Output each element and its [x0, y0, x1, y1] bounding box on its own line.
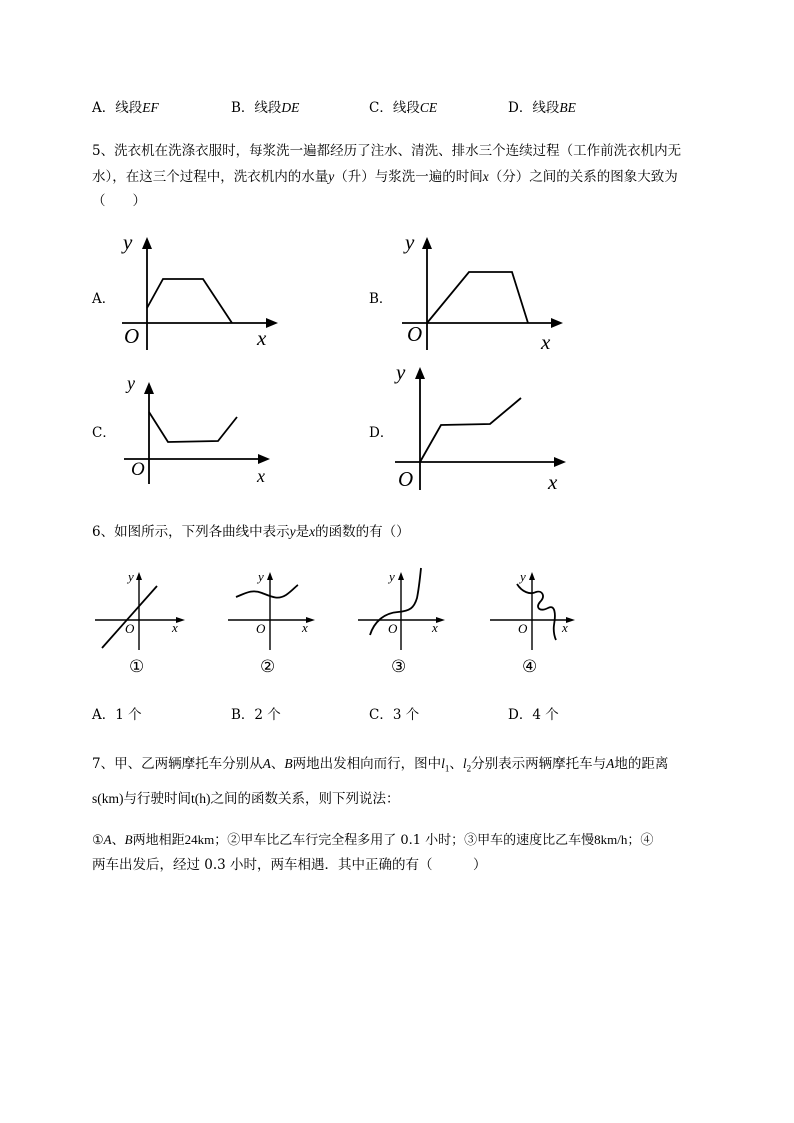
origin-label: O [131, 459, 145, 480]
q7-stem-line1: 7、甲、乙两辆摩托车分别从A、B两地出发相向而行，图中$l_1$、$l_2$分别表示两辆摩托车与A地的距离 [92, 756, 669, 774]
q5-option-c-label[interactable]: C． [92, 425, 116, 441]
q6-option-a[interactable]: A．1 个 [92, 707, 142, 723]
axis-x-label: x [548, 470, 558, 494]
q6-caption-4: ④ [522, 657, 538, 677]
q6-caption-1: ① [129, 657, 145, 677]
axis-x-label: x [432, 620, 438, 635]
q6-option-d[interactable]: D．4 个 [508, 707, 559, 723]
q6-stem: 6、如图所示，下列各曲线中表示y是x的函数的有（） [92, 524, 410, 540]
q6-option-c[interactable]: C．3 个 [369, 707, 420, 723]
axis-y-label: y [127, 373, 135, 393]
origin-label: O [518, 621, 528, 636]
q4-option-c[interactable]: C．线段CE [369, 100, 438, 116]
axis-y-label: y [389, 569, 395, 584]
axis-x-label: x [541, 330, 551, 354]
axis-y-label: y [405, 230, 415, 254]
origin-label: O [388, 621, 398, 636]
axis-x-label: x [172, 620, 178, 635]
q4-option-a[interactable]: A．线段EF [92, 100, 159, 116]
q6-caption-3: ③ [391, 657, 407, 677]
q5-stem-line2: 水），在这三个过程中，洗衣机内的水量y（升）与浆洗一遍的时间x（分）之间的关系的图象大致为 [92, 169, 678, 185]
axis-y-label: y [258, 569, 264, 584]
q5-option-b-label[interactable]: B． [369, 291, 393, 307]
axis-y-label: y [396, 360, 406, 384]
q5-option-d-label[interactable]: D． [369, 425, 394, 441]
origin-label: O [125, 621, 135, 636]
q7-stem-line3: ①A、B两地相距24km；②甲车比乙车行完全程多用了 0.1 小时；③甲车的速度比乙车慢8km/h；④ [92, 832, 654, 848]
y-axis-arrow-icon [529, 572, 535, 580]
axis-x-label: x [562, 620, 568, 635]
q6-caption-2: ② [260, 657, 276, 677]
axis-x-label: x [302, 620, 308, 635]
q6-option-b[interactable]: B．2 个 [231, 707, 281, 723]
origin-label: O [124, 324, 140, 348]
q4-option-d[interactable]: D．线段BE [508, 100, 576, 116]
axis-x-label: x [257, 466, 265, 486]
axis-y-label: y [520, 569, 526, 584]
origin-label: O [407, 322, 423, 346]
q7-stem-line4: 两车出发后，经过 0.3 小时，两车相遇．其中正确的有（ ） [92, 857, 487, 873]
axis-x-label: x [257, 326, 267, 350]
q7-stem-line2: s(km)与行驶时间t(h)之间的函数关系，则下列说法： [92, 791, 400, 807]
q4-option-b[interactable]: B．线段DE [231, 100, 300, 116]
origin-label: O [398, 467, 414, 491]
q5-answer-blank: （ ） [92, 193, 146, 209]
q5-stem-line1: 5、洗衣机在洗涤衣服时，每浆洗一遍都经历了注水、清洗、排水三个连续过程（工作前洗衣机内无 [92, 143, 682, 159]
origin-label: O [256, 621, 266, 636]
q5-option-a-label[interactable]: A． [92, 291, 116, 307]
axis-y-label: y [123, 230, 133, 254]
axis-y-label: y [128, 569, 134, 584]
